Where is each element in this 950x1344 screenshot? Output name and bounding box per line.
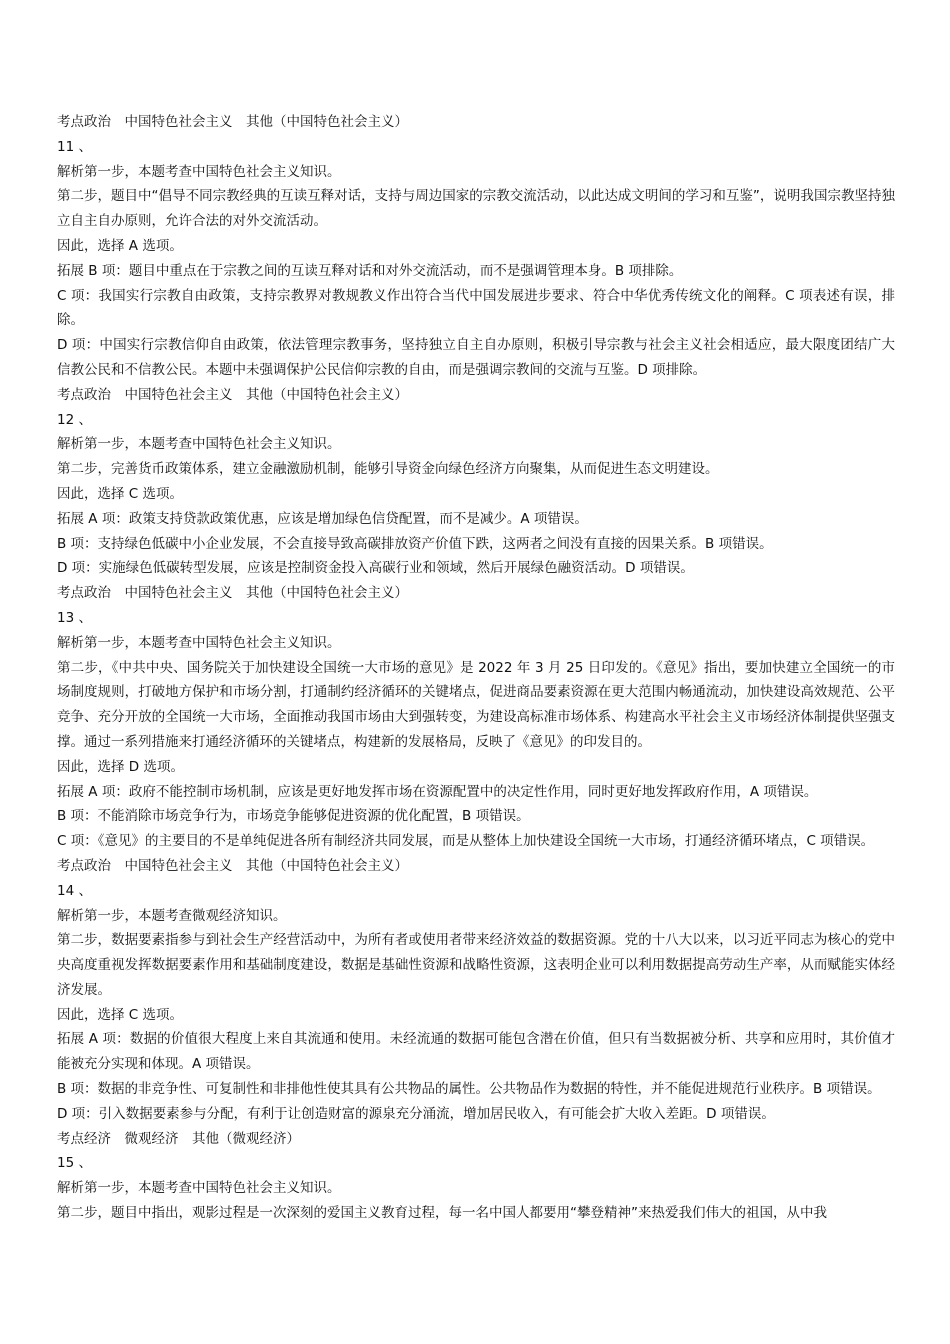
option-explanation: C 项：《意见》的主要目的不是单纯促进各所有制经济共同发展，而是从整体上加快建设全国统一大市场，打通经济循环堵点，C 项错误。 — [57, 833, 875, 850]
analysis-step1: 解析第一步，本题考查中国特色社会主义知识。 — [57, 163, 341, 180]
question-number: 15 、 — [57, 1155, 92, 1172]
option-explanation: B 项：不能消除市场竞争行为，市场竞争能够促进资源的优化配置，B 项错误。 — [57, 808, 530, 825]
analysis-step2: 第二步，完善货币政策体系，建立金融激励机制，能够引导资金向绿色经济方向聚集，从而促进生态文明建设。 — [57, 461, 719, 478]
question-number: 13 、 — [57, 609, 92, 626]
answer-line: 因此，选择 A 选项。 — [57, 237, 183, 254]
option-explanation: C 项：我国实行宗教自由政策，支持宗教界对教规教义作出符合当代中国发展进步要求、符合中华优秀传统文化的阐释。C 项表述有误，排除。 — [57, 287, 895, 329]
topic-line: 考点政治 中国特色社会主义 其他（中国特色社会主义） — [57, 585, 408, 602]
question-number: 12 、 — [57, 411, 92, 428]
analysis-step2: 第二步，题目中“倡导不同宗教经典的互读互释对话，支持与周边国家的宗教交流活动，以此达成文明间的学习和互鉴”，说明我国宗教坚持独立自主自办原则，允许合法的对外交流活动。 — [57, 188, 895, 230]
option-explanation: D 项：引入数据要素参与分配，有利于让创造财富的源泉充分涌流，增加居民收入，有可能会扩大收入差距。D 项错误。 — [57, 1105, 775, 1122]
analysis-step2: 第二步，数据要素指参与到社会生产经营活动中，为所有者或使用者带来经济效益的数据资源。党的十八大以来，以习近平同志为核心的党中央高度重视发挥数据要素作用和基础制度建设，数据是基础性资源和战略性资源，这表明企业可以利用数据提高劳动生产率，从而赋能实体经济发展。 — [57, 932, 895, 998]
option-explanation: D 项：实施绿色低碳转型发展，应该是控制资金投入高碳行业和领域，然后开展绿色融资活动。D 项错误。 — [57, 560, 694, 577]
option-explanation: D 项：中国实行宗教信仰自由政策，依法管理宗教事务，坚持独立自主自办原则，积极引导宗教与社会主义社会相适应，最大限度团结广大信教公民和不信教公民。本题中未强调保护公民信仰宗教的自由，而是强调宗教间的交流与互鉴。D 项排除。 — [57, 337, 895, 378]
topic-line: 考点政治 中国特色社会主义 其他（中国特色社会主义） — [57, 114, 408, 130]
topic-line: 考点经济 微观经济 其他（微观经济） — [57, 1130, 300, 1147]
analysis-step1: 解析第一步，本题考查中国特色社会主义知识。 — [57, 436, 341, 453]
question-number: 14 、 — [57, 882, 92, 899]
analysis-step2: 第二步，题目中指出，观影过程是一次深刻的爱国主义教育过程，每一名中国人都要用“攀登精神”来热爱我们伟大的祖国，从中我 — [57, 1205, 827, 1222]
extension-line: 拓展 B 项：题目中重点在于宗教之间的互读互释对话和对外交流活动，而不是强调管理本身。B 项排除。 — [57, 262, 683, 279]
analysis-step1: 解析第一步，本题考查微观经济知识。 — [57, 907, 287, 924]
answer-line: 因此，选择 C 选项。 — [57, 1006, 184, 1023]
answer-line: 因此，选择 D 选项。 — [57, 758, 184, 775]
document-page — [57, 110, 895, 1226]
option-explanation: B 项：数据的非竞争性、可复制性和非排他性使其具有公共物品的属性。公共物品作为数据的特性，并不能促进规范行业秩序。B 项错误。 — [57, 1081, 881, 1098]
answer-line: 因此，选择 C 选项。 — [57, 485, 184, 502]
extension-line: 拓展 A 项：政府不能控制市场机制，应该是更好地发挥市场在资源配置中的决定性作用，同时更好地发挥政府作用，A 项错误。 — [57, 783, 818, 800]
extension-line: 拓展 A 项：数据的价值很大程度上来自其流通和使用。未经流通的数据可能包含潜在价值，但只有当数据被分析、共享和应用时，其价值才能被充分实现和体现。A 项错误。 — [57, 1031, 895, 1073]
topic-line: 考点政治 中国特色社会主义 其他（中国特色社会主义） — [57, 386, 408, 403]
topic-line: 考点政治 中国特色社会主义 其他（中国特色社会主义） — [57, 857, 408, 874]
extension-line: 拓展 A 项：政策支持贷款政策优惠，应该是增加绿色信贷配置，而不是减少。A 项错误。 — [57, 510, 588, 527]
analysis-step2: 第二步，《中共中央、国务院关于加快建设全国统一大市场的意见》是 2022 年 3 月 25 日印发的。《意见》指出，要加快建立全国统一的市场制度规则，打破地方保护和市场分割，打通制约经济循环的关键堵点，促进商品要素资源在更大范围内畅通流动，加快建设高效规范、公平竞争、充分开放的全国统一大市场，全面推动我国市场由大到强转变，为建设高标准市场体系、构建高水平社会主义市场经济体制提供坚强支撑。通过一系列措施来打通经济循环的关键堵点，构建新的发展格局，反映了《意见》的印发目的。 — [57, 659, 895, 750]
analysis-step1: 解析第一步，本题考查中国特色社会主义知识。 — [57, 634, 341, 651]
analysis-step1: 解析第一步，本题考查中国特色社会主义知识。 — [57, 1180, 341, 1197]
question-number: 11 、 — [57, 138, 92, 155]
option-explanation: B 项：支持绿色低碳中小企业发展，不会直接导致高碳排放资产价值下跌，这两者之间没有直接的因果关系。B 项错误。 — [57, 535, 773, 552]
